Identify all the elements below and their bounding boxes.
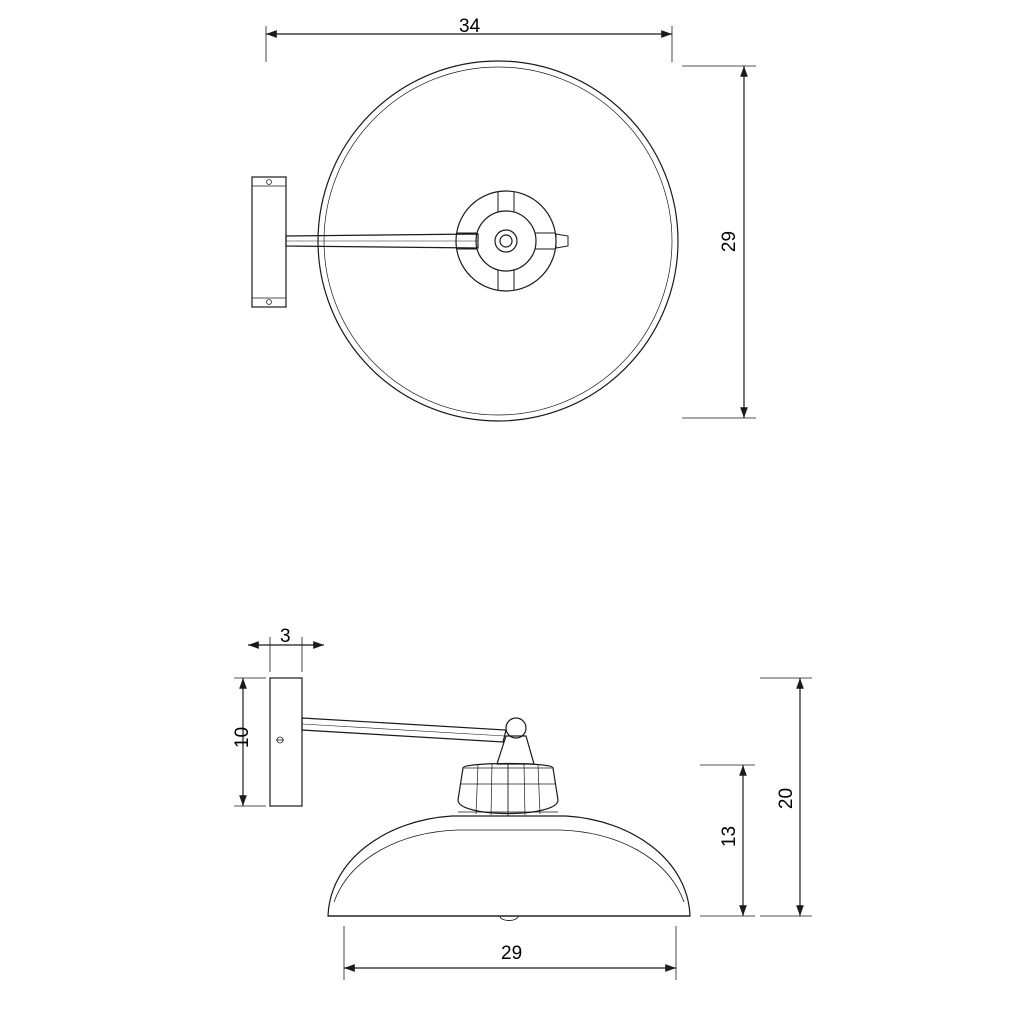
dim-label-shade-width: 29 bbox=[501, 943, 523, 964]
wall-plate-side bbox=[270, 678, 302, 806]
dim-label-plate-width: 3 bbox=[280, 626, 291, 647]
front-view-geometry bbox=[252, 61, 678, 421]
wall-plate-front bbox=[252, 177, 286, 307]
dim-label-shade-height: 13 bbox=[719, 825, 741, 848]
dim-label-plate-height: 10 bbox=[232, 726, 254, 749]
socket-center bbox=[495, 230, 517, 252]
arm-joint bbox=[506, 718, 526, 738]
shade-dome-side bbox=[328, 816, 690, 916]
socket-cover-inner bbox=[476, 211, 536, 271]
dim-label-total-height: 20 bbox=[776, 787, 798, 810]
socket-bulb-point bbox=[500, 235, 512, 247]
dim-label-front-height: 29 bbox=[719, 230, 741, 253]
joint-bracket bbox=[497, 736, 534, 764]
side-view-geometry bbox=[270, 678, 690, 921]
dim-label-front-width: 34 bbox=[459, 16, 481, 37]
